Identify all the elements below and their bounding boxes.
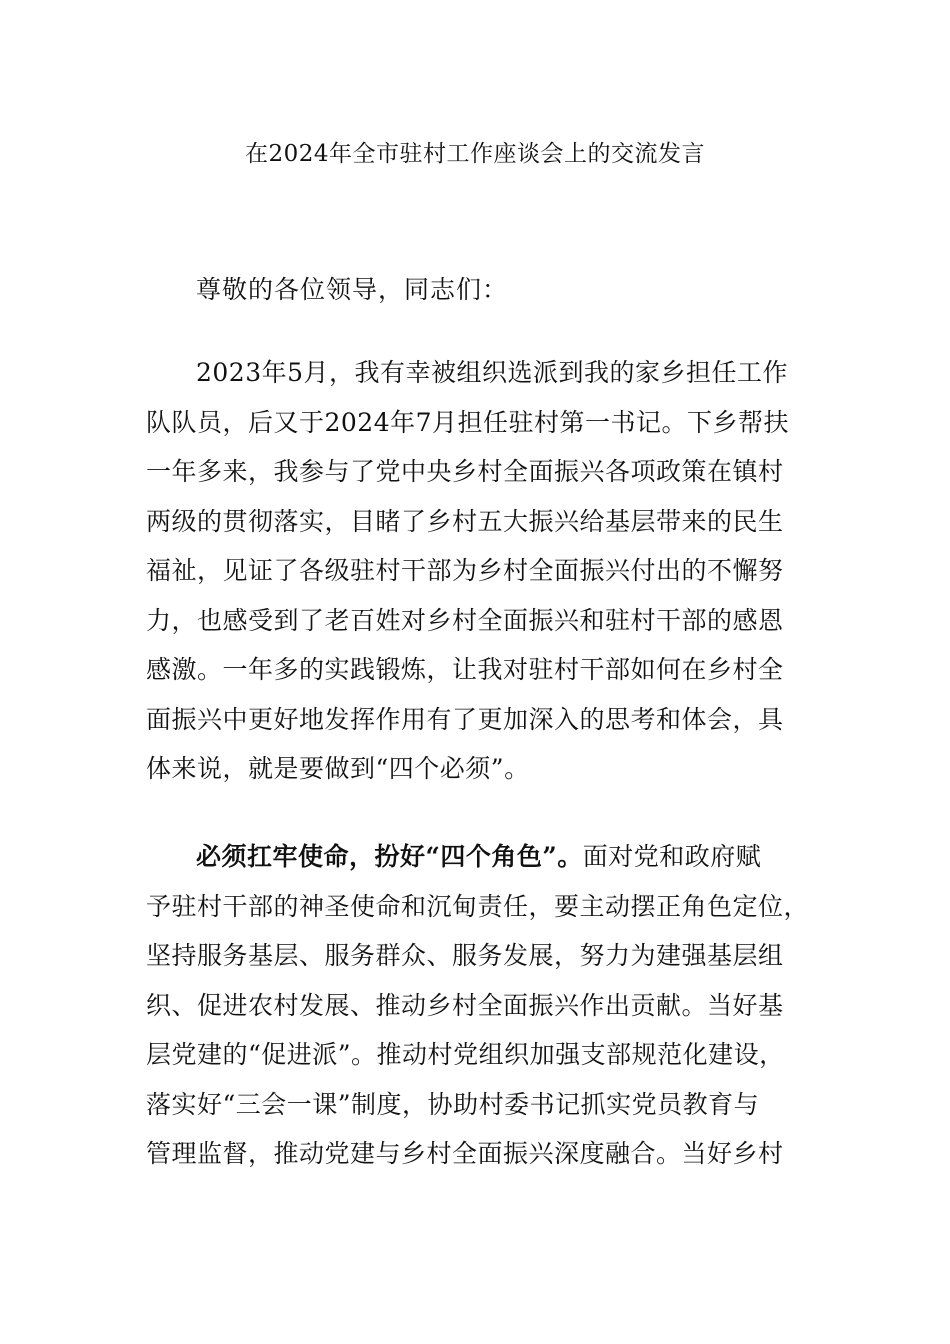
paragraph-line: 两级的贯彻落实，目睹了乡村五大振兴给基层带来的民生 [146,506,784,536]
paragraph-four-roles [146,832,810,1179]
paragraph-line: 织、促进农村发展、推动乡村全面振兴作出贡献。当好基 [146,990,784,1020]
paragraph-line: 予驻村干部的神圣使命和沉甸责任，要主动摆正角色定位， [146,891,810,921]
paragraph-line: 管理监督，推动党建与乡村全面振兴深度融合。当好乡村 [146,1139,784,1168]
paragraph-line: 2023年5月，我有幸被组织选派到我的家乡担任工作 [196,358,789,387]
paragraph-line: 力，也感受到了老百姓对乡村全面振兴和驻村干部的感恩 [146,605,784,635]
paragraph-line: 队队员，后又于2024年7月担任驻村第一书记。下乡帮扶 [146,407,790,437]
paragraph-line: 落实好“三会一课”制度，协助村委书记抓实党员教育与 [146,1089,760,1119]
paragraph-line-rest: 面对党和政府赋 [582,842,762,871]
paragraph-line: 坚持服务基层、服务群众、服务发展，努力为建强基层组 [146,941,784,970]
paragraph-line: 面振兴中更好地发挥作用有了更加深入的思考和体会，具 [146,704,784,734]
section-heading: 必须扛牢使命，扮好“四个角色”。 [196,842,583,871]
paragraph-first-line [146,832,796,882]
paragraph-line: 福祉，见证了各级驻村干部为乡村全面振兴付出的不懈努 [146,556,784,585]
paragraph-line: 体来说，就是要做到“四个必须”。 [146,754,530,783]
paragraph-line: 层党建的“促进派”。推动村党组织加强支部规范化建设， [146,1040,785,1069]
document-title: 在2024年全市驻村工作座谈会上的交流发言 [244,141,706,167]
salutation: 尊敬的各位领导，同志们： [196,275,509,304]
paragraph-intro [146,348,796,794]
paragraph-line: 感激。一年多的实践锻炼，让我对驻村干部如何在乡村全 [146,655,784,684]
paragraph-line: 一年多来，我参与了党中央乡村全面振兴各项政策在镇村 [146,457,784,486]
